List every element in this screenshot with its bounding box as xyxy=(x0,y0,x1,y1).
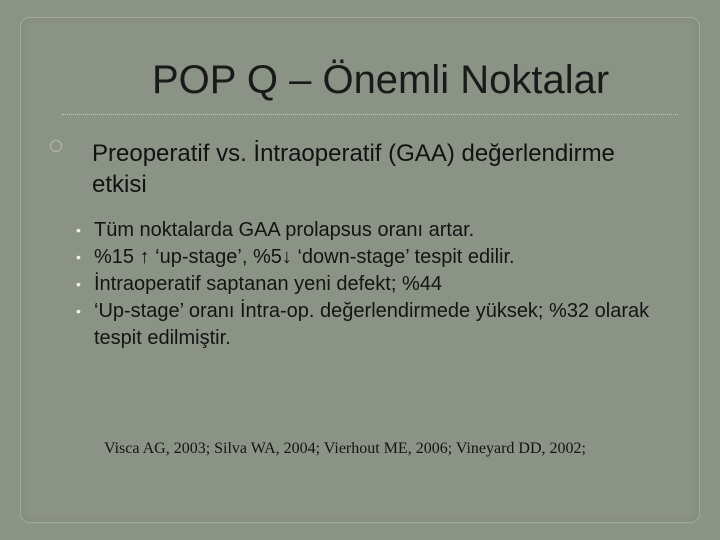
bullet-dot-icon: • xyxy=(76,276,81,292)
bullet-text: %15 ↑ ‘up-stage’, %5↓ ‘down-stage’ tespit edilir. xyxy=(94,246,515,268)
references: Visca AG, 2003; Silva WA, 2004; Vierhout ME, 2006; Vineyard DD, 2002; xyxy=(104,440,586,457)
title-divider xyxy=(62,114,678,115)
main-point xyxy=(62,138,622,200)
slide-title: POP Q – Önemli Noktalar xyxy=(152,58,610,102)
bullet-list xyxy=(76,217,682,352)
bullet-text: İntraoperatif saptanan yeni defekt; %44 xyxy=(94,273,443,295)
bullet-item xyxy=(76,271,682,298)
main-point-text: Preoperatif vs. İntraoperatif (GAA) değerlendirme etkisi xyxy=(92,140,615,198)
main-point-bullet-icon xyxy=(50,140,62,152)
bullet-dot-icon: • xyxy=(76,249,81,265)
bullet-text: Tüm noktalarda GAA prolapsus oranı artar. xyxy=(94,219,475,241)
bullet-item xyxy=(76,217,682,244)
bullet-dot-icon: • xyxy=(76,222,81,238)
bullet-text: ‘Up-stage’ oranı İntra-op. değerlendirmede yüksek; %32 olarak tespit edilmiştir. xyxy=(94,300,650,349)
bullet-dot-icon: • xyxy=(76,303,81,319)
bullet-item xyxy=(76,244,682,271)
bullet-item xyxy=(76,298,682,352)
